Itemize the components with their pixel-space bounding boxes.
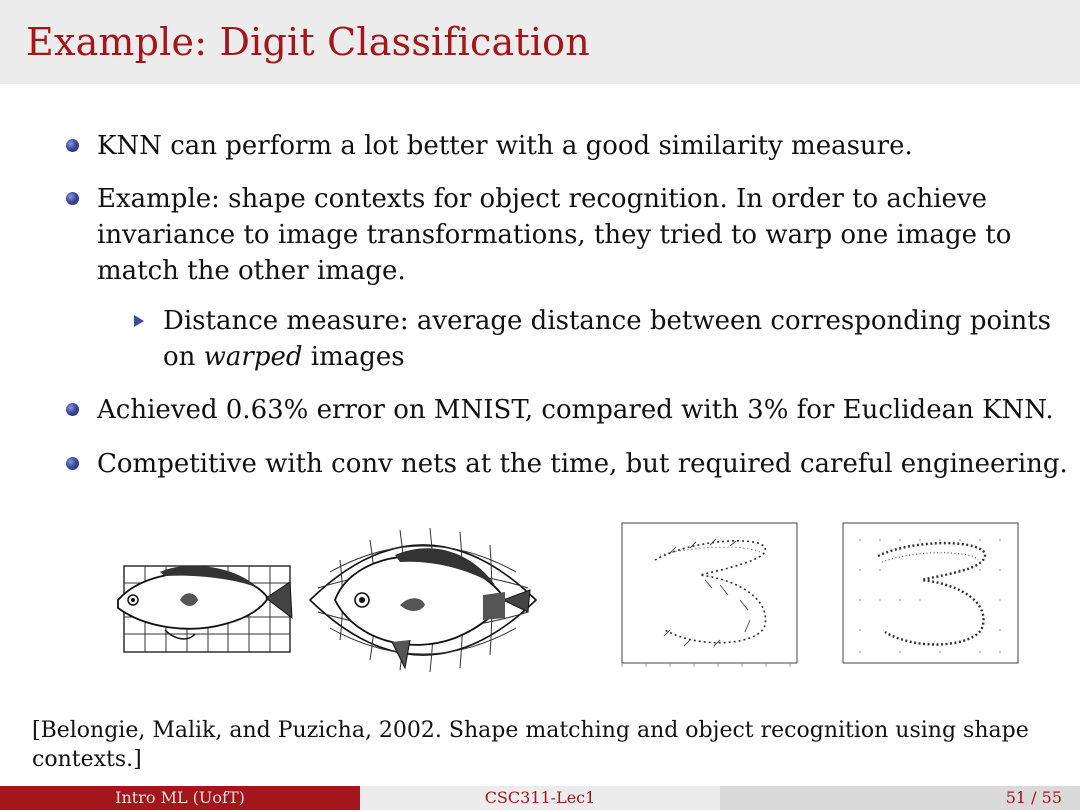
fish-warped-figure	[310, 528, 536, 672]
bullet-2-line-2: invariance to image transformations, they tried to warp one image to	[97, 220, 1012, 250]
digit-warp-field-figure	[843, 523, 1018, 663]
bullet-1: KNN can perform a lot better with a good similarity measure.	[97, 131, 913, 161]
footer-lecture: CSC311-Lec1	[360, 786, 720, 810]
footer	[0, 786, 1080, 810]
footer-page-number	[720, 786, 1080, 810]
footer-course: Intro ML (UofT)	[0, 786, 360, 810]
bullet-4: Competitive with conv nets at the time, but required careful engineering.	[97, 449, 1068, 479]
digit-correspondence-figure	[622, 523, 797, 667]
bullet-2-line-3: match the other image.	[97, 256, 406, 286]
fish-grid-figure	[118, 566, 292, 652]
citation-line-2: contexts.]	[32, 747, 142, 772]
sub-bullet-post: images	[302, 342, 405, 372]
bullet-3: Achieved 0.63% error on MNIST, compared with 3% for Euclidean KNN.	[97, 395, 1054, 425]
bullet-2-line-1: Example: shape contexts for object recognition. In order to achieve	[97, 184, 988, 214]
sub-bullet-pre: on	[163, 342, 204, 372]
sub-bullet-emphasis: warped	[203, 342, 303, 372]
page-number: 51 / 55	[1005, 788, 1062, 807]
citation-line-1: [Belongie, Malik, and Puzicha, 2002. Shape matching and object recognition using shape	[32, 718, 1029, 743]
sub-bullet-line-1: Distance measure: average distance between corresponding points	[163, 306, 1052, 336]
slide-title: Example: Digit Classification	[26, 20, 590, 64]
citation	[32, 716, 1042, 774]
